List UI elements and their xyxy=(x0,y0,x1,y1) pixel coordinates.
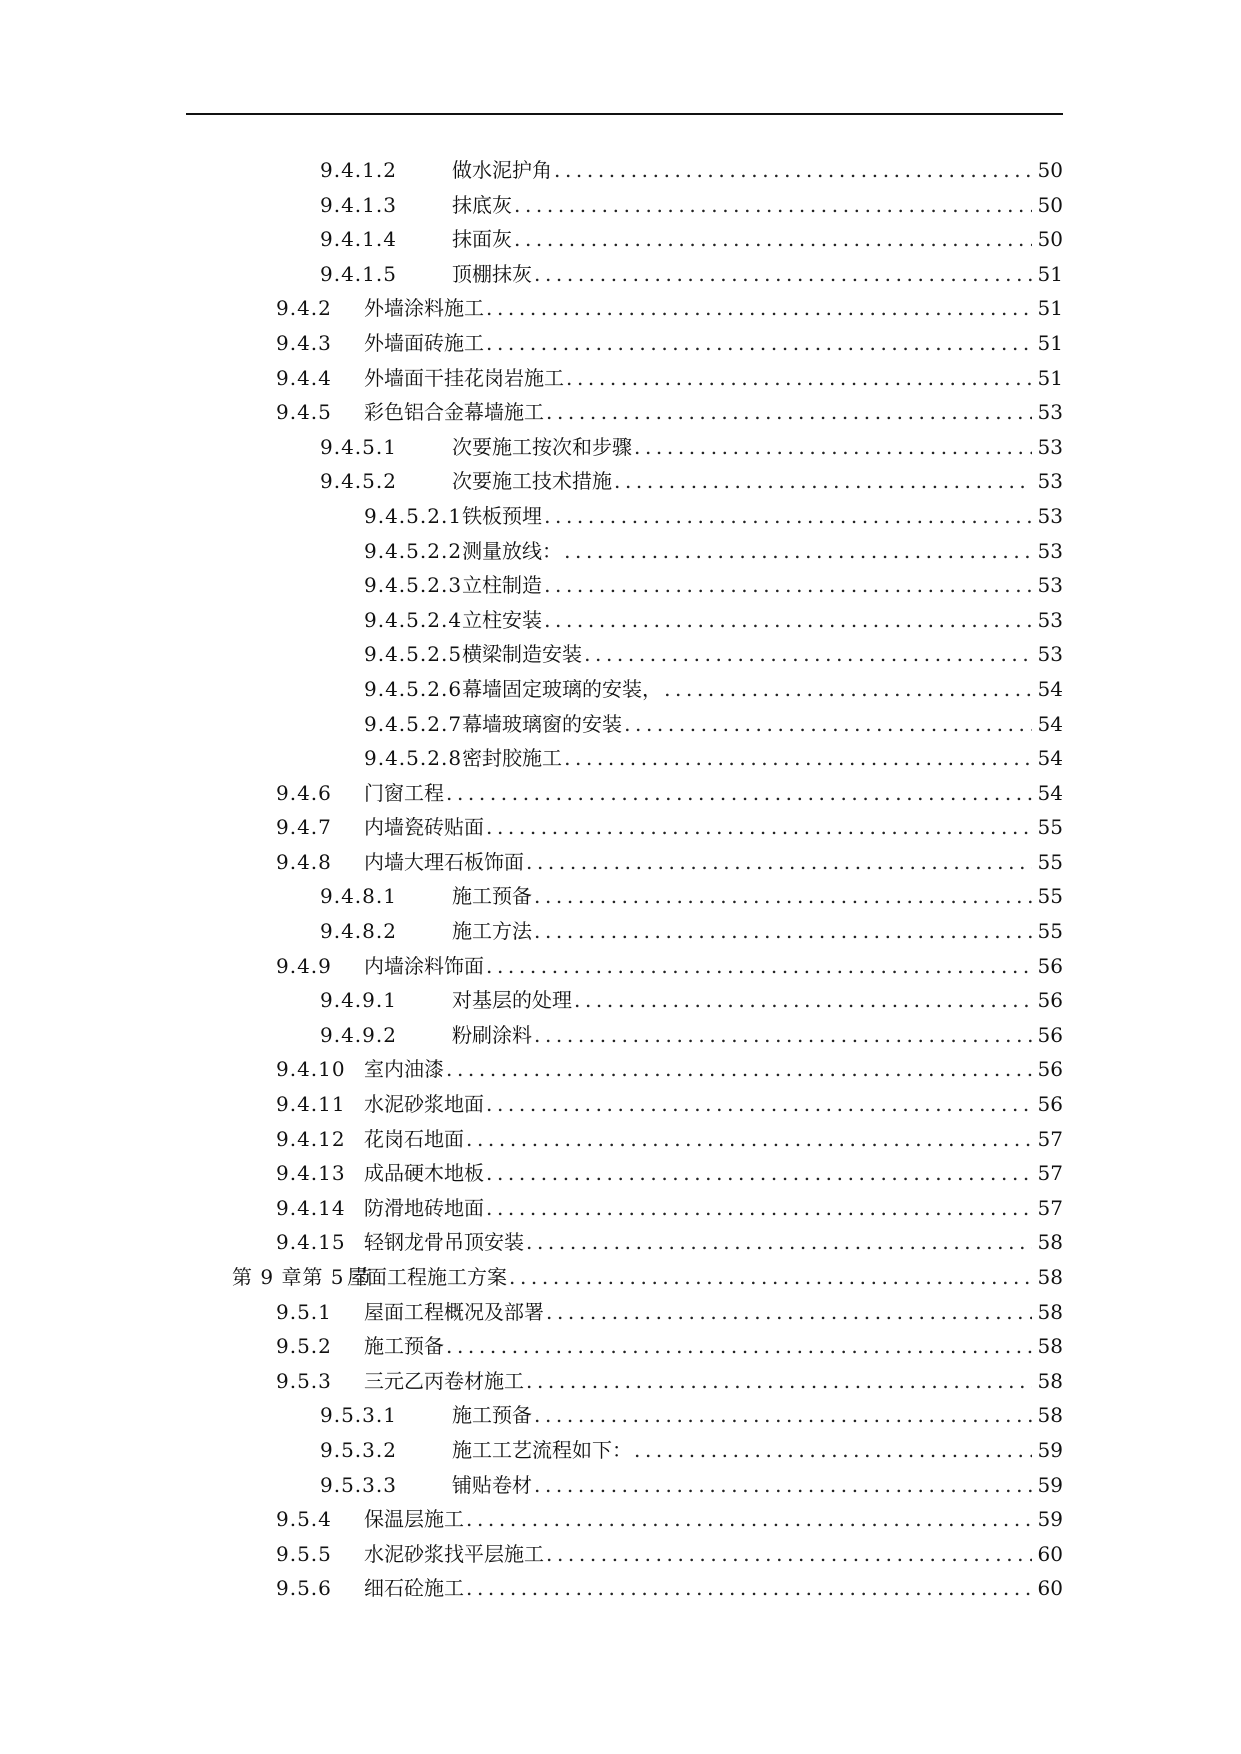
toc-entry-row xyxy=(276,1191,1063,1226)
toc-dot-leader xyxy=(534,879,1032,914)
toc-entry-title: 彩色铝合金幕墙施工 xyxy=(364,400,544,425)
toc-dot-leader xyxy=(526,845,1032,880)
toc-entry-row xyxy=(364,637,1063,672)
toc-entry-title: 顶棚抹灰 xyxy=(452,261,532,286)
toc-entry-number: 9.5.2 xyxy=(276,1334,332,1359)
toc-dot-leader xyxy=(466,1502,1032,1537)
toc-entry[interactable] xyxy=(0,914,1241,949)
toc-entry-page: 54 xyxy=(1037,780,1063,805)
toc-entry-page: 56 xyxy=(1037,1022,1063,1047)
toc-entry-number: 9.4.5.2.1 xyxy=(364,503,463,528)
toc-entry-page: 56 xyxy=(1037,1092,1063,1117)
toc-entry-row xyxy=(364,568,1063,603)
toc-entry-row xyxy=(276,1329,1063,1364)
toc-entry-page: 51 xyxy=(1037,330,1063,355)
toc-dot-leader xyxy=(564,741,1031,776)
toc-entry-number: 9.5.6 xyxy=(276,1576,332,1601)
toc-entry[interactable] xyxy=(0,879,1241,914)
toc-entry-page: 53 xyxy=(1037,642,1063,667)
toc-entry-row xyxy=(320,1018,1063,1053)
toc-entry-row xyxy=(276,291,1063,326)
toc-entry-number: 9.4.1.3 xyxy=(320,192,397,217)
toc-entry[interactable] xyxy=(0,291,1241,326)
toc-entry-title: 做水泥护角 xyxy=(452,158,552,182)
toc-entry-title: 门窗工程 xyxy=(364,780,444,805)
toc-entry-number: 9.4.5.2.7 xyxy=(364,711,463,736)
toc-entry-page: 53 xyxy=(1037,469,1063,494)
toc-entry-title: 施工方法 xyxy=(452,919,532,944)
toc-entry-row xyxy=(320,153,1063,188)
toc-entry-row xyxy=(320,914,1063,949)
toc-entry-title: 屋面工程施工方案 xyxy=(347,1265,507,1289)
toc-entry-title: 对基层的处理 xyxy=(452,988,572,1013)
toc-entry[interactable] xyxy=(0,707,1241,742)
toc-entry-row xyxy=(276,776,1063,811)
toc-entry-title: 抹面灰 xyxy=(452,227,512,252)
toc-entry-number: 9.4.5.2.2 xyxy=(364,538,463,563)
toc-entry[interactable] xyxy=(0,222,1241,257)
toc-dot-leader xyxy=(466,1571,1032,1606)
toc-dot-leader xyxy=(446,1052,1032,1087)
toc-entry-page: 55 xyxy=(1037,884,1063,909)
table-of-contents xyxy=(0,153,1241,1606)
toc-entry-title: 花岗石地面 xyxy=(364,1126,464,1151)
toc-entry[interactable] xyxy=(0,361,1241,396)
toc-dot-leader xyxy=(566,361,1032,396)
toc-entry-title: 水泥砂浆找平层施工 xyxy=(364,1541,544,1566)
toc-entry[interactable] xyxy=(0,1225,1241,1260)
toc-entry-row xyxy=(320,188,1063,223)
toc-dot-leader xyxy=(509,1260,1032,1295)
toc-entry[interactable] xyxy=(0,1087,1241,1122)
toc-entry-page: 57 xyxy=(1037,1195,1063,1220)
toc-entry-title: 抹底灰 xyxy=(452,192,512,217)
toc-entry-row xyxy=(276,395,1063,430)
toc-entry-number: 9.4.8.2 xyxy=(320,919,397,944)
toc-dot-leader xyxy=(544,499,1031,534)
toc-entry-row xyxy=(276,1052,1063,1087)
toc-entry-page: 59 xyxy=(1037,1472,1063,1497)
toc-entry-page: 60 xyxy=(1037,1541,1063,1566)
toc-entry-number: 9.5.3.2 xyxy=(320,1437,397,1462)
toc-entry-title: 铺贴卷材 xyxy=(452,1472,532,1497)
toc-dot-leader xyxy=(486,291,1032,326)
toc-entry-title: 轻钢龙骨吊顶安装 xyxy=(364,1230,524,1255)
toc-dot-leader xyxy=(634,1433,1032,1468)
toc-dot-leader xyxy=(546,1537,1032,1572)
toc-entry[interactable] xyxy=(0,188,1241,223)
toc-entry-page: 53 xyxy=(1037,503,1063,528)
toc-entry-number: 9.4.5.2 xyxy=(320,469,397,494)
toc-entry[interactable] xyxy=(0,603,1241,638)
toc-entry-title: 施工预备 xyxy=(364,1334,444,1359)
toc-entry-page: 58 xyxy=(1037,1368,1063,1393)
toc-dot-leader xyxy=(526,1225,1032,1260)
toc-entry-number: 9.4.9.2 xyxy=(320,1022,397,1047)
toc-entry-row xyxy=(320,222,1063,257)
header-rule xyxy=(186,113,1063,115)
toc-entry[interactable] xyxy=(0,1156,1241,1191)
toc-entry-page: 53 xyxy=(1037,607,1063,632)
toc-dot-leader xyxy=(534,1398,1032,1433)
toc-dot-leader xyxy=(664,672,1031,707)
toc-entry-page: 50 xyxy=(1037,192,1063,217)
toc-entry-number: 9.4.4 xyxy=(276,365,332,390)
toc-entry-page: 57 xyxy=(1037,1161,1063,1186)
toc-entry-row xyxy=(276,1571,1063,1606)
toc-entry[interactable] xyxy=(0,1398,1241,1433)
toc-entry[interactable] xyxy=(0,1433,1241,1468)
toc-entry-number: 9.5.5 xyxy=(276,1541,332,1566)
toc-entry[interactable] xyxy=(0,430,1241,465)
toc-entry-title: 外墙涂料施工 xyxy=(364,296,484,321)
toc-entry[interactable] xyxy=(0,637,1241,672)
toc-entry-page: 54 xyxy=(1037,676,1063,701)
toc-entry-number: 9.4.12 xyxy=(276,1126,346,1151)
toc-entry-row xyxy=(276,949,1063,984)
toc-entry-row xyxy=(276,326,1063,361)
toc-entry[interactable] xyxy=(0,810,1241,845)
toc-entry-page: 51 xyxy=(1037,296,1063,321)
toc-entry-row xyxy=(320,464,1063,499)
toc-entry-title: 成品硬木地板 xyxy=(364,1161,484,1186)
toc-entry-number: 9.4.1.5 xyxy=(320,261,397,286)
toc-dot-leader xyxy=(546,1295,1032,1330)
toc-entry-page: 56 xyxy=(1037,953,1063,978)
toc-entry-number: 9.4.8.1 xyxy=(320,884,397,909)
toc-entry-row xyxy=(276,810,1063,845)
toc-dot-leader xyxy=(544,568,1031,603)
toc-entry[interactable] xyxy=(0,1052,1241,1087)
toc-entry-title: 防滑地砖地面 xyxy=(364,1195,484,1220)
toc-dot-leader xyxy=(544,603,1031,638)
toc-entry-title: 立柱制造 xyxy=(462,573,543,598)
toc-entry-number: 9.4.3 xyxy=(276,330,332,355)
toc-entry-title: 次要施工技术措施 xyxy=(452,469,612,494)
toc-entry-page: 51 xyxy=(1037,365,1063,390)
toc-entry-number: 9.4.7 xyxy=(276,815,332,840)
toc-entry-number: 9.5.1 xyxy=(276,1299,332,1324)
toc-dot-leader xyxy=(534,914,1032,949)
toc-dot-leader xyxy=(534,1018,1032,1053)
toc-entry-title: 密封胶施工 xyxy=(462,746,563,771)
toc-entry-title: 粉刷涂料 xyxy=(452,1022,532,1047)
toc-entry[interactable] xyxy=(0,326,1241,361)
toc-entry-row xyxy=(364,603,1063,638)
toc-entry-page: 53 xyxy=(1037,400,1063,425)
toc-dot-leader xyxy=(534,1468,1032,1503)
toc-dot-leader xyxy=(624,707,1031,742)
toc-entry[interactable] xyxy=(0,776,1241,811)
toc-entry-page: 58 xyxy=(1037,1334,1063,1359)
toc-entry[interactable] xyxy=(0,1468,1241,1503)
toc-entry-title: 内墙大理石板饰面 xyxy=(364,849,524,874)
toc-entry[interactable] xyxy=(0,1329,1241,1364)
toc-entry-row xyxy=(320,430,1063,465)
toc-entry-page: 54 xyxy=(1037,711,1063,736)
toc-entry[interactable] xyxy=(0,1122,1241,1157)
toc-entry-title: 幕墙玻璃窗的安装 xyxy=(462,711,623,736)
toc-entry-number: 第 9 章第 5 节 xyxy=(232,1265,373,1289)
toc-dot-leader xyxy=(446,1329,1032,1364)
toc-entry-number: 9.4.6 xyxy=(276,780,332,805)
toc-entry-title: 幕墙固定玻璃的安装， xyxy=(462,676,663,701)
toc-entry-number: 9.4.5 xyxy=(276,400,332,425)
toc-entry-number: 9.4.8 xyxy=(276,849,332,874)
toc-entry-row xyxy=(276,845,1063,880)
toc-entry-row xyxy=(276,1502,1063,1537)
toc-entry-title: 屋面工程概况及部署 xyxy=(364,1299,544,1324)
toc-entry[interactable] xyxy=(0,499,1241,534)
toc-entry-number: 9.5.3.1 xyxy=(320,1403,397,1428)
toc-entry-title: 外墙面砖施工 xyxy=(364,330,484,355)
toc-entry-page: 53 xyxy=(1037,434,1063,459)
toc-entry-number: 9.4.5.2.5 xyxy=(364,642,463,667)
toc-entry-title: 细石砼施工 xyxy=(364,1576,464,1601)
toc-entry-number: 9.4.9 xyxy=(276,953,332,978)
toc-entry-number: 9.5.3.3 xyxy=(320,1472,397,1497)
toc-entry[interactable] xyxy=(0,1260,1241,1295)
toc-entry-number: 9.4.5.2.8 xyxy=(364,746,463,771)
toc-entry-title: 测量放线： xyxy=(462,538,563,563)
toc-entry[interactable] xyxy=(0,1571,1241,1606)
toc-entry-row xyxy=(276,1295,1063,1330)
toc-entry-page: 55 xyxy=(1037,849,1063,874)
toc-entry-number: 9.5.4 xyxy=(276,1507,332,1532)
toc-entry[interactable] xyxy=(0,672,1241,707)
toc-dot-leader xyxy=(446,776,1032,811)
toc-entry-row xyxy=(320,1433,1063,1468)
toc-dot-leader xyxy=(486,1191,1032,1226)
toc-entry-page: 57 xyxy=(1037,1126,1063,1151)
toc-entry-row xyxy=(364,534,1063,569)
toc-entry-title: 三元乙丙卷材施工 xyxy=(364,1368,524,1393)
toc-dot-leader xyxy=(526,1364,1032,1399)
toc-entry-number: 9.4.5.2.6 xyxy=(364,676,463,701)
toc-entry-number: 9.5.3 xyxy=(276,1368,332,1393)
toc-entry-number: 9.4.9.1 xyxy=(320,988,397,1013)
toc-dot-leader xyxy=(514,222,1032,257)
toc-entry-page: 50 xyxy=(1037,227,1063,252)
toc-entry-page: 59 xyxy=(1037,1507,1063,1532)
toc-entry-row xyxy=(276,1364,1063,1399)
toc-entry-row xyxy=(276,1156,1063,1191)
toc-entry-page: 58 xyxy=(1037,1403,1063,1428)
toc-entry-number: 9.4.14 xyxy=(276,1195,346,1220)
toc-dot-leader xyxy=(614,464,1032,499)
toc-entry-row xyxy=(320,1468,1063,1503)
toc-entry[interactable] xyxy=(0,1191,1241,1226)
toc-entry-title: 施工预备 xyxy=(452,884,532,909)
toc-entry-page: 58 xyxy=(1037,1299,1063,1324)
toc-entry-page: 51 xyxy=(1037,261,1063,286)
toc-entry-page: 56 xyxy=(1037,988,1063,1013)
toc-dot-leader xyxy=(574,983,1032,1018)
toc-entry-row xyxy=(320,879,1063,914)
toc-dot-leader xyxy=(486,1087,1032,1122)
toc-entry-number: 9.4.5.2.4 xyxy=(364,607,463,632)
toc-entry-title: 铁板预埋 xyxy=(462,503,543,528)
toc-entry-page: 58 xyxy=(1037,1230,1063,1255)
toc-dot-leader xyxy=(634,430,1032,465)
toc-entry-page: 55 xyxy=(1037,919,1063,944)
toc-entry-number: 9.4.2 xyxy=(276,296,332,321)
toc-entry-row xyxy=(320,1398,1063,1433)
toc-entry[interactable] xyxy=(0,845,1241,880)
toc-entry-page: 60 xyxy=(1037,1576,1063,1601)
toc-dot-leader xyxy=(584,637,1031,672)
toc-dot-leader xyxy=(546,395,1032,430)
toc-dot-leader xyxy=(534,257,1032,292)
toc-entry-page: 53 xyxy=(1037,573,1063,598)
toc-entry-number: 9.4.11 xyxy=(276,1092,346,1117)
toc-entry-row xyxy=(232,1260,1063,1295)
toc-entry-number: 9.4.10 xyxy=(276,1057,346,1082)
toc-entry-title: 内墙瓷砖贴面 xyxy=(364,815,484,840)
toc-entry-title: 横梁制造安装 xyxy=(462,642,583,667)
toc-entry[interactable] xyxy=(0,1537,1241,1572)
toc-dot-leader xyxy=(486,810,1032,845)
toc-dot-leader xyxy=(514,188,1032,223)
toc-entry-page: 56 xyxy=(1037,1057,1063,1082)
toc-entry[interactable] xyxy=(0,568,1241,603)
toc-entry[interactable] xyxy=(0,1018,1241,1053)
toc-entry[interactable] xyxy=(0,949,1241,984)
toc-entry[interactable] xyxy=(0,464,1241,499)
toc-entry-page: 54 xyxy=(1037,746,1063,771)
toc-entry-number: 9.4.5.2.3 xyxy=(364,573,463,598)
toc-entry-title: 室内油漆 xyxy=(364,1057,444,1082)
toc-entry-row xyxy=(276,1087,1063,1122)
toc-entry[interactable] xyxy=(0,1502,1241,1537)
toc-entry-title: 立柱安装 xyxy=(462,607,543,632)
toc-entry-page: 50 xyxy=(1037,158,1063,182)
toc-dot-leader xyxy=(564,534,1031,569)
toc-entry-number: 9.4.13 xyxy=(276,1161,346,1186)
toc-entry[interactable] xyxy=(0,1364,1241,1399)
toc-entry-number: 9.4.1.4 xyxy=(320,227,397,252)
toc-dot-leader xyxy=(486,949,1032,984)
toc-entry-title: 次要施工按次和步骤 xyxy=(452,434,632,459)
toc-entry-row xyxy=(320,257,1063,292)
toc-entry[interactable] xyxy=(0,741,1241,776)
toc-entry-title: 内墙涂料饰面 xyxy=(364,953,484,978)
toc-entry[interactable] xyxy=(0,1295,1241,1330)
toc-entry-row xyxy=(364,707,1063,742)
toc-entry-title: 施工工艺流程如下： xyxy=(452,1437,632,1462)
toc-entry-number: 9.4.15 xyxy=(276,1230,346,1255)
toc-entry-page: 59 xyxy=(1037,1437,1063,1462)
toc-entry-page: 58 xyxy=(1037,1265,1063,1289)
toc-entry-page: 53 xyxy=(1037,538,1063,563)
toc-entry[interactable] xyxy=(0,534,1241,569)
toc-entry-number: 9.4.1.2 xyxy=(320,158,397,182)
toc-entry[interactable] xyxy=(0,395,1241,430)
toc-entry-row xyxy=(364,499,1063,534)
toc-entry[interactable] xyxy=(0,983,1241,1018)
toc-entry-title: 保温层施工 xyxy=(364,1507,464,1532)
toc-entry-row xyxy=(364,741,1063,776)
toc-dot-leader xyxy=(486,1156,1032,1191)
toc-entry-row xyxy=(276,1122,1063,1157)
toc-entry[interactable] xyxy=(0,257,1241,292)
toc-entry-page: 55 xyxy=(1037,815,1063,840)
toc-entry[interactable] xyxy=(0,153,1241,188)
toc-entry-row xyxy=(276,361,1063,396)
toc-entry-title: 外墙面干挂花岗岩施工 xyxy=(364,365,564,390)
toc-entry-title: 水泥砂浆地面 xyxy=(364,1092,484,1117)
toc-entry-row xyxy=(364,672,1063,707)
toc-dot-leader xyxy=(554,153,1032,188)
toc-dot-leader xyxy=(486,326,1032,361)
toc-dot-leader xyxy=(466,1122,1032,1157)
toc-entry-row xyxy=(276,1537,1063,1572)
toc-entry-number: 9.4.5.1 xyxy=(320,434,397,459)
toc-entry-title: 施工预备 xyxy=(452,1403,532,1428)
toc-entry-row xyxy=(276,1225,1063,1260)
toc-entry-row xyxy=(320,983,1063,1018)
